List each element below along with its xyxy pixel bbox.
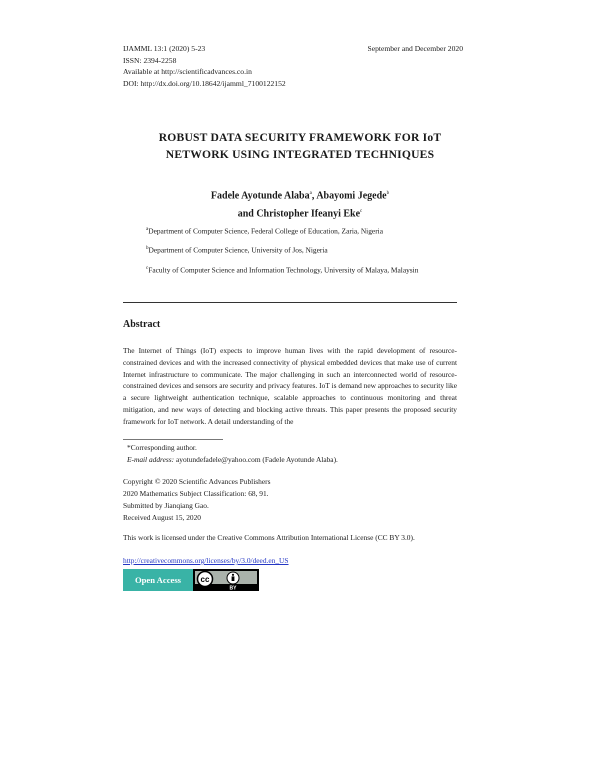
msc-classification: 2020 Mathematics Subject Classification: 68, 91. — [123, 488, 269, 498]
submitted-by: Submitted by Jianqiang Gao. — [123, 500, 209, 510]
affiliation-b: $^b$Department of Computer Science, University of Jos, Nigeria — [146, 245, 328, 255]
running-header — [123, 43, 463, 89]
affiliation-c: $^c$Faculty of Computer Science and Information Technology, University of Malaya, Malaysin — [146, 265, 419, 275]
by-mark: BY — [229, 585, 237, 591]
open-access-badge: Open Access — [123, 569, 193, 591]
cc-by-icon — [193, 569, 259, 591]
footnote-divider — [123, 439, 223, 440]
abstract-heading: Abstract — [123, 319, 161, 330]
author-3: and Christopher Ifeanyi Eke — [237, 208, 361, 220]
title-line-2: NETWORK USING INTEGRATED TECHNIQUES — [165, 148, 435, 161]
license-text: This work is licensed under the Creative Commons Attribution International License (CC BY 3.0). — [123, 533, 415, 542]
affiliation-b-sup: b — [146, 246, 149, 251]
issn: ISSN: 2394-2258 — [123, 55, 177, 65]
issue-date: September and December 2020 — [367, 44, 463, 53]
email-note — [127, 454, 338, 465]
received-date: Received August 15, 2020 — [123, 512, 202, 522]
publication-meta — [123, 476, 270, 524]
section-divider — [123, 302, 457, 303]
paper-title — [110, 129, 490, 163]
availability: Available at http://scientificadvances.co.in — [123, 67, 252, 76]
email-label: E-mail address: — [127, 455, 175, 464]
affiliation-a-sup: a — [146, 227, 149, 232]
cc-mark: cc — [200, 575, 210, 584]
author-1: Fadele Ayotunde Alaba — [210, 190, 310, 202]
affiliation-c-sup: c — [146, 266, 149, 271]
author-2-sup: b — [386, 191, 390, 196]
journal-citation: IJAMML 13:1 (2020) 5-23 — [123, 44, 206, 53]
affiliation-a: $^a$Department of Computer Science, Federal College of Education, Zaria, Nigeria — [146, 226, 384, 236]
cc-by-badge[interactable] — [193, 569, 259, 591]
corresponding-author-note: *Corresponding author. — [127, 443, 197, 452]
abstract-text: The Internet of Things (IoT) expects to improve human lives with the rapid development of resource-constrained devices and with the increased connectivity of physical embedded devices that make use of current Internet infrastructure to communicate. The major challenging in such an interconnected world of resource-constrained devices and sensors are security and privacy features. IoT is demand new approaches to security like a secure lightweight authentication technique, scalable approaches to continuous monitoring and threat mitigation, and new ways of detecting and blocking active threats. This paper presents the proposed security framework for IoT network. A detail understanding of the — [123, 346, 457, 426]
author-1-sup: a — [309, 191, 312, 196]
email-value: ayotundefadele@yahoo.com (Fadele Ayotunde Alaba). — [174, 455, 338, 464]
license-link[interactable]: http://creativecommons.org/licenses/by/3.0/deed.en_US — [123, 556, 289, 565]
author-2: Abayomi Jegede — [316, 190, 387, 202]
title-line-1: ROBUST DATA SECURITY FRAMEWORK FOR IoT — [158, 131, 442, 144]
doi: DOI: http://dx.doi.org/10.18642/ijamml_7100122152 — [123, 78, 286, 88]
copyright: Copyright © 2020 Scientific Advances Publishers — [123, 477, 271, 486]
author-3-sup: c — [360, 209, 363, 215]
author-list: Fadele Ayotunde Alaba$^a$, Abayomi Jegede$^b$ and Christopher Ifeanyi Eke$^c$ — [210, 190, 390, 220]
